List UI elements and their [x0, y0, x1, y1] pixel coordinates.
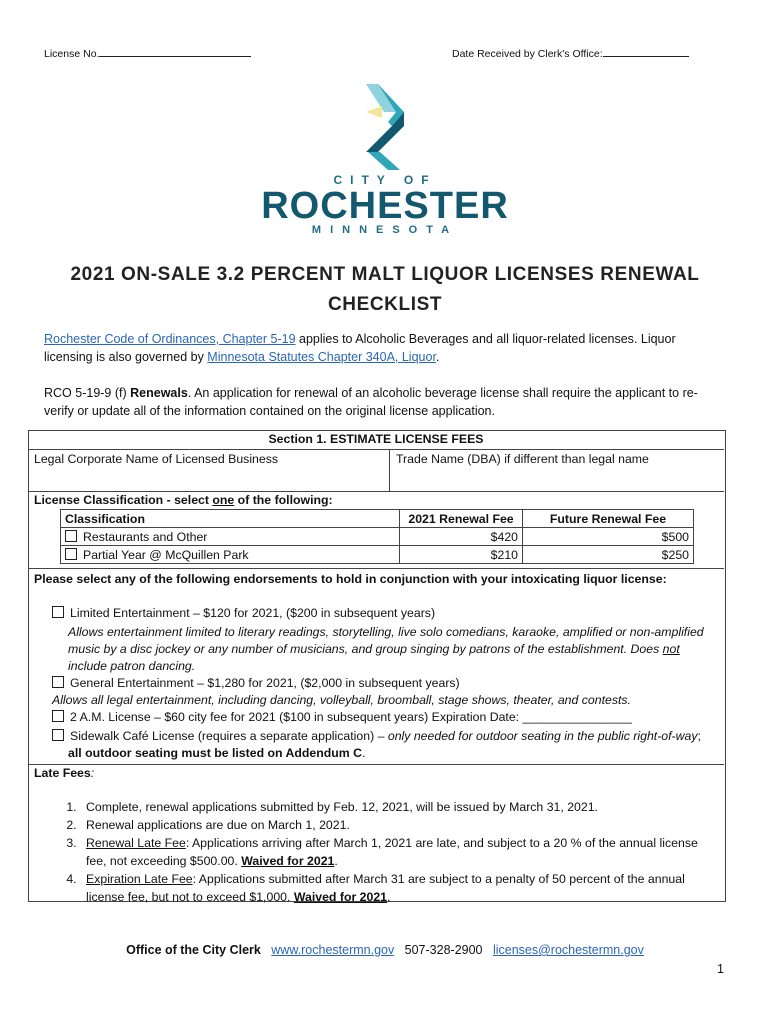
table-row [61, 546, 694, 564]
table-row [61, 528, 694, 546]
partial-year-checkbox[interactable] [65, 548, 77, 560]
endorsements-heading: Please select any of the following endorsements to hold in conjunction with your intoxicating liquor license: [34, 572, 667, 586]
col-2021-fee: 2021 Renewal Fee [400, 510, 523, 528]
row-classification [61, 528, 400, 546]
limited-entertainment-checkbox[interactable] [52, 606, 64, 618]
row-future-fee: $250 [523, 546, 694, 564]
item-label: Renewal Late Fee [86, 836, 186, 850]
limited-not: not [662, 642, 680, 656]
list-item [80, 870, 708, 906]
page-number: 1 [717, 962, 724, 976]
sidewalk-bold: all outdoor seating must be listed on Addendum C [68, 746, 362, 760]
date-received-line [603, 46, 689, 57]
two-am-checkbox[interactable] [52, 710, 64, 722]
row-fee-2021: $420 [400, 528, 523, 546]
sidewalk-end: . [362, 746, 366, 760]
logo-city-of: CITY OF [333, 173, 437, 187]
trade-name-label: Trade Name (DBA) if different than legal name [396, 452, 649, 466]
two-am-label: 2 A.M. License – $60 city fee for 2021 ($100 in subsequent years) Expiration Date: ________________ [70, 710, 632, 724]
list-item [80, 834, 708, 870]
title-line-2: CHECKLIST [327, 294, 443, 315]
sidewalk-option[interactable] [52, 728, 720, 762]
city-logo-icon [360, 82, 410, 172]
classification-post: of the following: [234, 493, 333, 507]
item-bold: Waived for 2021 [293, 890, 388, 904]
late-fees-heading [34, 766, 94, 780]
divider [389, 449, 390, 491]
classification-one: one [212, 493, 235, 507]
divider [28, 568, 724, 569]
sidewalk-tail: ; [697, 729, 701, 743]
title-line-1: 2021 ON-SALE 3.2 PERCENT MALT LIQUOR LICENSES RENEWAL [70, 264, 700, 285]
renewal-text: . An application for renewal of an alcoholic beverage license shall require the applicant to re-verify or update all of the information contained on the original license application. [44, 386, 698, 418]
item-text: : Applications arriving after March 1, 2021 are late, and subject to a 20 % of the annual license fee, not exceeding $500.00. [86, 836, 698, 868]
email-link[interactable]: licenses@rochestermn.gov [492, 943, 644, 957]
sidewalk-checkbox[interactable] [52, 729, 64, 741]
fee-table-header [61, 510, 694, 528]
two-am-option[interactable] [52, 710, 632, 724]
divider [28, 491, 724, 492]
license-no-label: License No. [44, 48, 100, 60]
item-end: . [387, 890, 391, 904]
classification-heading [34, 493, 333, 507]
limited-entertainment-option[interactable] [52, 606, 435, 620]
general-label: General Entertainment – $1,280 for 2021, ($2,000 in subsequent years) [70, 676, 460, 690]
divider [28, 764, 724, 765]
row-name: Partial Year @ McQuillen Park [83, 547, 249, 562]
limited-desc-text: Allows entertainment limited to literary readings, storytelling, live solo comedians, karaoke, amplified or non-amplified music by a disc jockey or any number of musicians, and group singing by patrons of the establishment. Does [68, 625, 704, 656]
trade-name-input[interactable] [396, 466, 718, 488]
list-item [80, 816, 708, 834]
row-fee-2021: $210 [400, 546, 523, 564]
renewal-prefix: RCO 5-19-9 (f) [44, 386, 131, 400]
date-received-field[interactable] [452, 46, 689, 60]
logo-rochester: ROCHESTER [261, 185, 509, 227]
restaurants-checkbox[interactable] [65, 530, 77, 542]
general-description: Allows all legal entertainment, including dancing, volleyball, broomball, stage shows, theater, and contests. [52, 693, 631, 707]
sidewalk-label: Sidewalk Café License (requires a separate application) – [70, 729, 388, 743]
item-end: . [334, 854, 338, 868]
intro-paragraph [44, 330, 724, 366]
classification-pre: License Classification - select [34, 493, 213, 507]
limited-tail: include patron dancing. [68, 659, 196, 673]
sidewalk-italic: only needed for outdoor seating in the public right-of-way [387, 729, 698, 743]
section-1-title: Section 1. ESTIMATE LICENSE FEES [268, 432, 484, 446]
late-fees-title: Late Fees [34, 766, 91, 780]
col-classification: Classification [61, 510, 400, 528]
renewal-paragraph [44, 384, 724, 420]
limited-description [68, 624, 708, 675]
website-link[interactable]: www.rochestermn.gov [271, 943, 395, 957]
legal-name-input[interactable] [34, 466, 384, 488]
license-no-line [99, 46, 251, 57]
general-entertainment-checkbox[interactable] [52, 676, 64, 688]
intro-text-1: applies to Alcoholic Beverages and all liquor-related licenses. Liquor licensing is also governed by [44, 332, 676, 364]
list-item [80, 798, 708, 816]
item-bold: Waived for 2021 [241, 854, 335, 868]
row-classification [61, 546, 400, 564]
mn-statutes-link[interactable]: Minnesota Statutes Chapter 340A, Liquor [207, 350, 436, 364]
footer-office: Office of the City Clerk [126, 943, 261, 957]
license-no-field[interactable] [44, 46, 251, 60]
code-of-ordinances-link[interactable]: Rochester Code of Ordinances, Chapter 5-19 [44, 332, 296, 346]
footer [0, 943, 770, 957]
general-entertainment-option[interactable] [52, 676, 460, 690]
row-future-fee: $500 [523, 528, 694, 546]
legal-name-label: Legal Corporate Name of Licensed Business [34, 452, 279, 466]
late-fees-list [56, 798, 708, 906]
date-received-label: Date Received by Clerk's Office: [452, 48, 603, 60]
intro-text-2: . [435, 350, 440, 364]
limited-label: Limited Entertainment – $120 for 2021, ($200 in subsequent years) [70, 606, 436, 620]
page-title [0, 260, 770, 320]
fee-table [60, 509, 694, 564]
divider [28, 449, 724, 450]
renewal-bold: Renewals [130, 386, 188, 400]
col-future-fee: Future Renewal Fee [523, 510, 694, 528]
logo-minnesota: MINNESOTA [311, 224, 459, 236]
footer-phone: 507-328-2900 [404, 943, 483, 957]
row-name: Restaurants and Other [83, 529, 208, 544]
late-fees-colon: : [90, 766, 95, 780]
item-label: Expiration Late Fee [86, 872, 193, 886]
item-text: Complete, renewal applications submitted by Feb. 12, 2021, will be issued by March 31, 2021. [86, 800, 598, 814]
item-text: Renewal applications are due on March 1, 2021. [86, 818, 350, 832]
item-text: : Applications submitted after March 31 are subject to a penalty of 50 percent of the annual license fee, but not to exceed $1,000. [86, 872, 685, 904]
